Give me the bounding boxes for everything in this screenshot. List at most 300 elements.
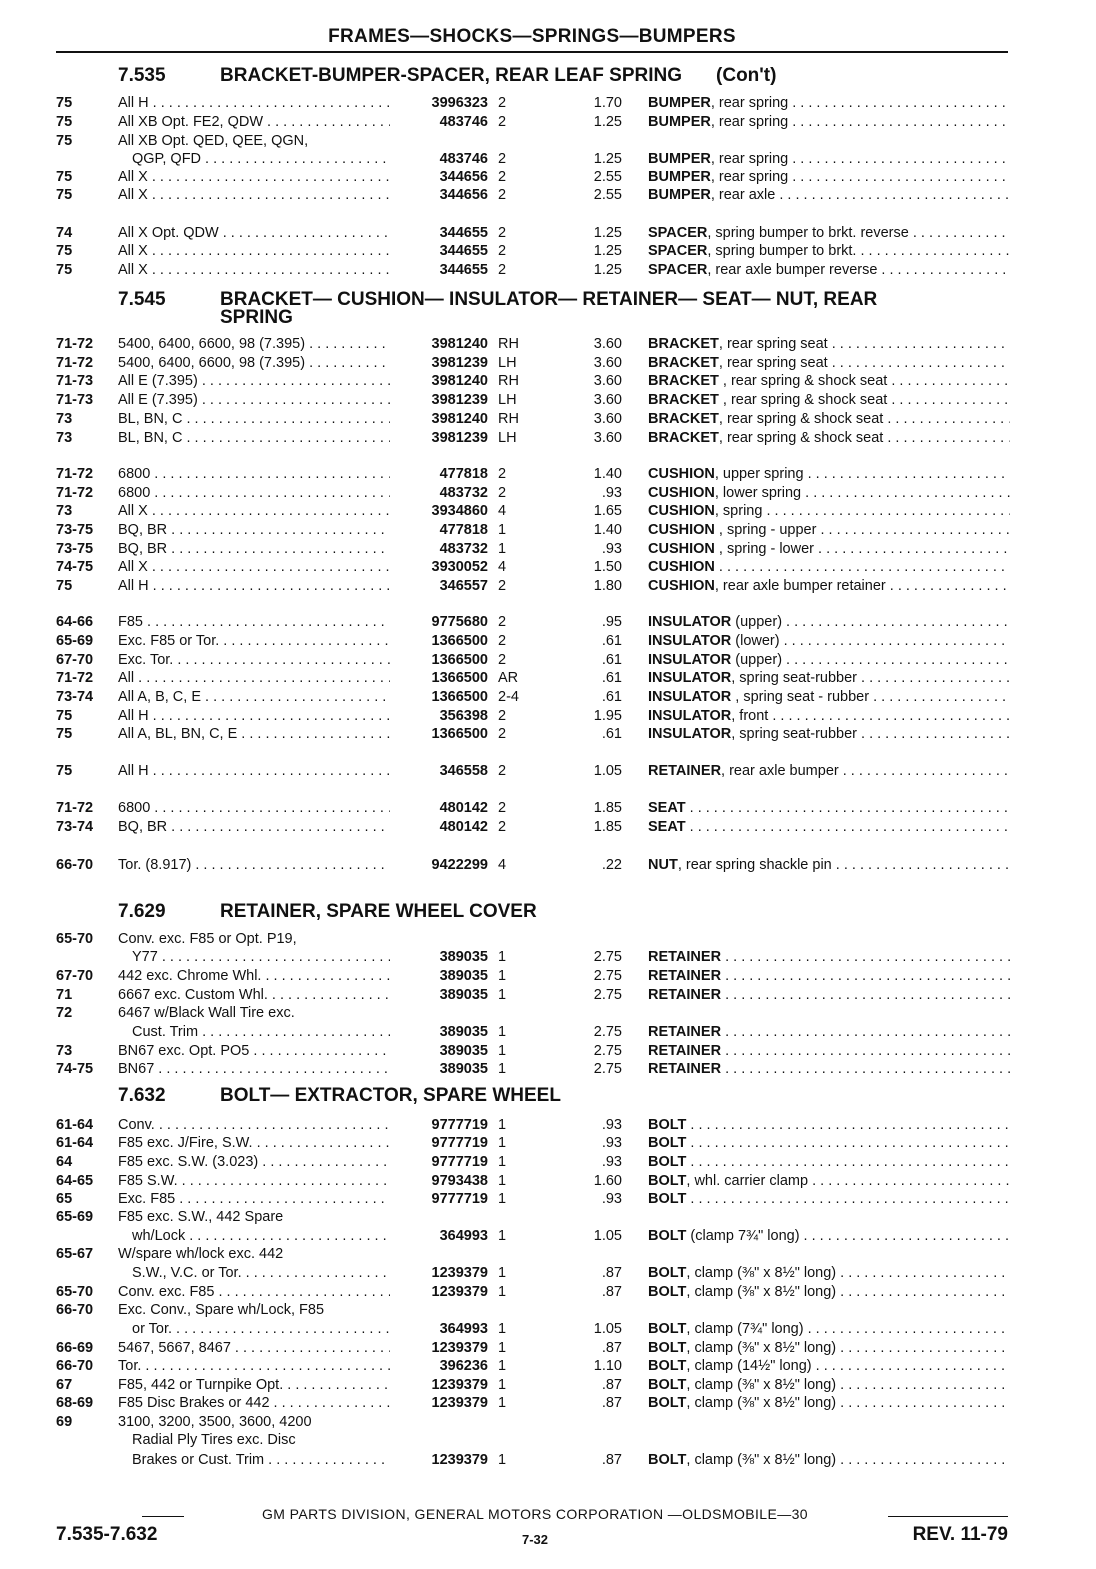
part-name: BRACKET	[648, 430, 719, 446]
application: BL, BN, C . . .	[118, 429, 390, 448]
price: 1.65	[593, 503, 622, 519]
header-rule	[56, 51, 1008, 53]
part-name: BOLT	[648, 1395, 687, 1411]
table-row	[0, 1283, 1096, 1302]
application: 6667 exc. Custom Whl. . . .	[118, 986, 390, 1005]
application: All A, BL, BN, C, E . . .	[118, 725, 390, 744]
part-description-detail: , clamp (⅜" x 8½" long)	[686, 1377, 837, 1393]
application: All X . . .	[118, 502, 390, 521]
quantity: 1	[498, 1358, 507, 1374]
part-number: 389035	[439, 987, 488, 1003]
application: F85 exc. S.W. (3.023) . . .	[118, 1153, 390, 1172]
part-description	[648, 558, 1010, 577]
price: 1.05	[593, 763, 622, 779]
quantity: 2	[498, 114, 507, 130]
model-year: 73	[56, 1043, 73, 1059]
quantity: 1	[498, 987, 507, 1003]
application: Exc. Tor. . . .	[118, 651, 390, 670]
part-number: 9777719	[431, 1135, 488, 1151]
part-number: 3981239	[431, 430, 488, 446]
quantity: RH	[498, 411, 519, 427]
part-description	[648, 967, 1010, 986]
price: .93	[601, 541, 622, 557]
part-description	[648, 762, 1010, 781]
quantity: 1	[498, 1061, 507, 1077]
part-description-detail: , rear axle bumper retainer	[714, 578, 886, 594]
quantity: 1	[498, 1395, 507, 1411]
price: 1.25	[593, 243, 622, 259]
table-row	[0, 1264, 1096, 1283]
application: S.W., V.C. or Tor. . . .	[132, 1264, 390, 1283]
part-number: 344655	[439, 225, 488, 241]
part-description	[648, 725, 1010, 744]
part-number: 1239379	[431, 1452, 488, 1468]
model-year: 69	[56, 1414, 73, 1430]
part-description	[648, 1283, 1010, 1302]
application: Exc. F85 . . .	[118, 1190, 390, 1209]
quantity: 1	[498, 1191, 507, 1207]
quantity: 2	[498, 819, 507, 835]
part-description	[648, 335, 1010, 354]
part-description	[648, 186, 1010, 205]
table-row	[0, 1413, 1096, 1432]
part-description-detail: , spring bumper to brkt.	[707, 243, 857, 259]
part-number: 9777719	[431, 1191, 488, 1207]
part-number: 389035	[439, 1043, 488, 1059]
quantity: RH	[498, 373, 519, 389]
application: F85, 442 or Turnpike Opt. . . .	[118, 1376, 390, 1395]
model-year: 64-66	[56, 614, 94, 630]
price: 1.40	[593, 522, 622, 538]
part-name: SEAT	[648, 800, 686, 816]
part-name: RETAINER	[648, 949, 722, 965]
part-description	[648, 521, 1010, 540]
price: 1.05	[593, 1228, 622, 1244]
quantity: 1	[498, 968, 507, 984]
section-number: 7.632	[118, 1085, 166, 1106]
price: 3.60	[593, 430, 622, 446]
application: Conv. exc. F85 or Opt. P19,	[118, 931, 297, 947]
part-description	[648, 1227, 1010, 1246]
model-year: 73-74	[56, 689, 94, 705]
footer-publisher: GM PARTS DIVISION, GENERAL MOTORS CORPORATION —OLDSMOBILE—30	[262, 1506, 808, 1522]
table-row	[0, 132, 1096, 151]
part-name: RETAINER	[648, 1024, 722, 1040]
footer-page-number: 7-32	[521, 1532, 549, 1547]
quantity: 2	[498, 763, 507, 779]
application: Tor. (8.917) . . .	[118, 856, 390, 875]
table-row	[0, 651, 1096, 670]
price: .22	[601, 857, 622, 873]
part-name: BOLT	[648, 1135, 687, 1151]
part-description	[648, 372, 1010, 391]
part-description	[648, 1320, 1010, 1339]
table-row	[0, 558, 1096, 577]
price: 3.60	[593, 392, 622, 408]
part-number: 346558	[439, 763, 488, 779]
quantity: 2-4	[498, 689, 519, 705]
part-name: SPACER	[648, 262, 708, 278]
table-row	[0, 540, 1096, 559]
quantity: 2	[498, 187, 507, 203]
table-row	[0, 1004, 1096, 1023]
price: 1.25	[593, 262, 622, 278]
part-number: 3996323	[431, 95, 488, 111]
price: 3.60	[593, 411, 622, 427]
price: .87	[601, 1395, 622, 1411]
model-year: 74-75	[56, 559, 94, 575]
price: .87	[601, 1265, 622, 1281]
part-name: SPACER	[648, 243, 708, 259]
application: BQ, BR . . .	[118, 540, 390, 559]
section-heading	[118, 1086, 1008, 1106]
table-row	[0, 372, 1096, 391]
application: 6467 w/Black Wall Tire exc.	[118, 1005, 295, 1021]
part-name: BUMPER	[648, 169, 711, 185]
part-name: BOLT	[648, 1358, 687, 1374]
model-year: 73	[56, 503, 73, 519]
part-number: 389035	[439, 1061, 488, 1077]
quantity: 2	[498, 652, 507, 668]
price: 2.75	[593, 949, 622, 965]
quantity: 2	[498, 169, 507, 185]
application: Y77 . . .	[132, 948, 390, 967]
part-name: CUSHION	[648, 466, 715, 482]
part-description	[648, 1042, 1010, 1061]
model-year: 67-70	[56, 652, 94, 668]
part-description-detail: , clamp (⅜" x 8½" long)	[686, 1284, 837, 1300]
table-row	[0, 818, 1096, 837]
part-description-detail: , rear spring	[710, 114, 789, 130]
part-description-detail: (upper)	[731, 614, 783, 630]
quantity: 1	[498, 522, 507, 538]
part-name: CUSHION	[648, 578, 715, 594]
application: All X . . .	[118, 186, 390, 205]
table-row	[0, 1394, 1096, 1413]
model-year: 67-70	[56, 968, 94, 984]
application: All E (7.395) . . .	[118, 372, 390, 391]
model-year: 74	[56, 225, 73, 241]
part-name: BOLT	[648, 1265, 687, 1281]
part-name: BOLT	[648, 1340, 687, 1356]
section-number: 7.535	[118, 65, 166, 86]
part-number: 3981239	[431, 355, 488, 371]
table-row	[0, 1042, 1096, 1061]
price: .61	[601, 652, 622, 668]
part-number: 483732	[439, 485, 488, 501]
part-description	[648, 1190, 1010, 1209]
price: 2.75	[593, 1043, 622, 1059]
model-year: 65-69	[56, 1209, 94, 1225]
part-description-detail: , rear spring seat	[718, 336, 828, 352]
part-number: 1239379	[431, 1265, 488, 1281]
part-description	[648, 856, 1010, 875]
price: 1.95	[593, 708, 622, 724]
part-description	[648, 707, 1010, 726]
part-number: 346557	[439, 578, 488, 594]
part-number: 364993	[439, 1321, 488, 1337]
quantity: 2	[498, 726, 507, 742]
part-name: INSULATOR	[648, 670, 732, 686]
quantity: 2	[498, 151, 507, 167]
model-year: 75	[56, 243, 73, 259]
part-name: BRACKET	[648, 392, 719, 408]
part-name: BRACKET	[648, 355, 719, 371]
application: All A, B, C, E . . .	[118, 688, 390, 707]
part-description	[648, 429, 1010, 448]
part-number: 3981239	[431, 392, 488, 408]
footer-section-range: 7.535-7.632	[56, 1524, 158, 1545]
price: 3.60	[593, 373, 622, 389]
part-number: 3981240	[431, 411, 488, 427]
part-number: 389035	[439, 949, 488, 965]
part-number: 1239379	[431, 1340, 488, 1356]
part-name: CUSHION	[648, 522, 715, 538]
quantity: 2	[498, 262, 507, 278]
table-row	[0, 1431, 1096, 1450]
part-number: 389035	[439, 1024, 488, 1040]
application: All . . .	[118, 669, 390, 688]
price: 1.25	[593, 151, 622, 167]
part-description-detail: , clamp (⅜" x 8½" long)	[686, 1340, 837, 1356]
application: 6800 . . .	[118, 484, 390, 503]
table-row	[0, 1134, 1096, 1153]
application: F85 Disc Brakes or 442 . . .	[118, 1394, 390, 1413]
part-name: CUSHION	[648, 503, 715, 519]
part-description	[648, 94, 1010, 113]
part-name: SEAT	[648, 819, 686, 835]
quantity: 2	[498, 466, 507, 482]
part-name: BUMPER	[648, 95, 711, 111]
part-description-detail: (upper)	[731, 652, 783, 668]
table-row	[0, 856, 1096, 875]
part-description-detail: , rear spring & shock seat	[718, 430, 884, 446]
part-description	[648, 242, 1010, 261]
model-year: 65-70	[56, 931, 94, 947]
part-number: 344655	[439, 243, 488, 259]
part-description-detail: , spring - lower	[714, 541, 814, 557]
part-description	[648, 354, 1010, 373]
quantity: 4	[498, 503, 507, 519]
part-description	[648, 113, 1010, 132]
footer-revision: REV. 11-79	[912, 1524, 1008, 1545]
part-number: 483732	[439, 541, 488, 557]
part-description	[648, 577, 1010, 596]
table-row	[0, 261, 1096, 280]
quantity: AR	[498, 670, 519, 686]
part-description-detail: , spring seat - rubber	[731, 689, 870, 705]
part-description-detail: (lower)	[731, 633, 780, 649]
part-name: RETAINER	[648, 763, 722, 779]
model-year: 64	[56, 1154, 73, 1170]
part-number: 344656	[439, 187, 488, 203]
table-row	[0, 799, 1096, 818]
price: 1.85	[593, 800, 622, 816]
price: 1.85	[593, 819, 622, 835]
table-row	[0, 1116, 1096, 1135]
part-number: 9777719	[431, 1117, 488, 1133]
application: BL, BN, C . . .	[118, 410, 390, 429]
model-year: 71-72	[56, 800, 94, 816]
application: BQ, BR . . .	[118, 521, 390, 540]
table-row	[0, 948, 1096, 967]
table-row	[0, 484, 1096, 503]
model-year: 61-64	[56, 1135, 94, 1151]
part-description	[648, 150, 1010, 169]
part-number: 9775680	[431, 614, 488, 630]
table-row	[0, 577, 1096, 596]
part-name: INSULATOR	[648, 614, 732, 630]
application: All XB Opt. QED, QEE, QGN,	[118, 133, 309, 149]
price: 1.40	[593, 466, 622, 482]
model-year: 71-72	[56, 485, 94, 501]
price: 1.05	[593, 1321, 622, 1337]
quantity: 2	[498, 708, 507, 724]
part-name: BRACKET	[648, 336, 719, 352]
part-description-detail: (clamp 7¾" long)	[686, 1228, 800, 1244]
part-description	[648, 818, 1010, 837]
application: 5400, 6400, 6600, 98 (7.395) . . .	[118, 354, 390, 373]
price: .93	[601, 1117, 622, 1133]
model-year: 65-67	[56, 1246, 94, 1262]
table-row	[0, 1320, 1096, 1339]
part-number: 1366500	[431, 633, 488, 649]
part-number: 3934860	[431, 503, 488, 519]
part-number: 1366500	[431, 670, 488, 686]
part-name: NUT	[648, 857, 678, 873]
model-year: 75	[56, 187, 73, 203]
part-description-detail: , spring seat-rubber	[731, 670, 857, 686]
quantity: 1	[498, 541, 507, 557]
section-title: BRACKET— CUSHION— INSULATOR— RETAINER— SEAT— NUT, REAR	[220, 289, 878, 310]
table-row	[0, 1339, 1096, 1358]
part-description	[648, 465, 1010, 484]
price: .93	[601, 1191, 622, 1207]
part-description-detail: , spring - upper	[714, 522, 817, 538]
model-year: 71-72	[56, 466, 94, 482]
price: 2.55	[593, 187, 622, 203]
part-name: INSULATOR	[648, 689, 732, 705]
part-description	[648, 1357, 1010, 1376]
part-name: BOLT	[648, 1284, 687, 1300]
part-name: CUSHION	[648, 485, 715, 501]
section-number: 7.629	[118, 901, 166, 922]
table-row	[0, 1208, 1096, 1227]
part-description	[648, 651, 1010, 670]
application: F85 . . .	[118, 613, 390, 632]
model-year: 75	[56, 114, 73, 130]
section-heading	[118, 289, 1008, 328]
part-number: 344655	[439, 262, 488, 278]
model-year: 64-65	[56, 1173, 94, 1189]
part-description-detail: , rear spring	[710, 95, 789, 111]
part-number: 1239379	[431, 1284, 488, 1300]
model-year: 75	[56, 133, 73, 149]
table-row	[0, 669, 1096, 688]
table-row	[0, 986, 1096, 1005]
part-description-detail: , rear axle bumper	[721, 763, 839, 779]
table-row	[0, 613, 1096, 632]
model-year: 66-70	[56, 1302, 94, 1318]
quantity: LH	[498, 392, 517, 408]
part-description	[648, 799, 1010, 818]
model-year: 75	[56, 578, 73, 594]
model-year: 73-75	[56, 522, 94, 538]
model-year: 73	[56, 411, 73, 427]
price: .95	[601, 614, 622, 630]
part-number: 389035	[439, 968, 488, 984]
part-description	[648, 986, 1010, 1005]
application: wh/Lock . . .	[132, 1227, 390, 1246]
table-row	[0, 707, 1096, 726]
model-year: 75	[56, 763, 73, 779]
table-row	[0, 429, 1096, 448]
part-name: BUMPER	[648, 114, 711, 130]
table-row	[0, 242, 1096, 261]
part-name: RETAINER	[648, 968, 722, 984]
part-description-detail: , spring seat-rubber	[731, 726, 857, 742]
application: All H . . .	[118, 707, 390, 726]
quantity: 1	[498, 1228, 507, 1244]
part-name: BOLT	[648, 1321, 687, 1337]
part-number: 477818	[439, 466, 488, 482]
part-description-detail: , spring	[714, 503, 763, 519]
part-description	[648, 688, 1010, 707]
model-year: 61-64	[56, 1117, 94, 1133]
application: F85 S.W. . . .	[118, 1172, 390, 1191]
part-description	[648, 168, 1010, 187]
part-number: 483746	[439, 151, 488, 167]
application: Exc. Conv., Spare wh/Lock, F85	[118, 1302, 325, 1318]
part-description	[648, 669, 1010, 688]
quantity: 4	[498, 857, 507, 873]
quantity: 1	[498, 1024, 507, 1040]
price: .87	[601, 1340, 622, 1356]
price: 1.10	[593, 1358, 622, 1374]
table-row	[0, 94, 1096, 113]
application: W/spare wh/lock exc. 442	[118, 1246, 284, 1262]
part-number: 477818	[439, 522, 488, 538]
part-number: 364993	[439, 1228, 488, 1244]
part-name: BRACKET	[648, 373, 719, 389]
part-name: CUSHION	[648, 541, 715, 557]
part-description-detail: , rear spring & shock seat	[718, 373, 888, 389]
footer-rule-left	[142, 1516, 184, 1517]
model-year: 71-72	[56, 355, 94, 371]
table-row	[0, 186, 1096, 205]
model-year: 71-72	[56, 670, 94, 686]
quantity: 2	[498, 633, 507, 649]
section-title-continued: SPRING	[220, 307, 293, 328]
quantity: 1	[498, 1265, 507, 1281]
part-description-detail: , clamp (⅜" x 8½" long)	[686, 1395, 837, 1411]
part-name: RETAINER	[648, 1061, 722, 1077]
part-name: RETAINER	[648, 987, 722, 1003]
quantity: 1	[498, 949, 507, 965]
part-description	[648, 261, 1010, 280]
application: 3100, 3200, 3500, 3600, 4200	[118, 1414, 312, 1430]
application: All X . . .	[118, 242, 390, 261]
table-row	[0, 113, 1096, 132]
table-row	[0, 224, 1096, 243]
part-number: 9777719	[431, 1154, 488, 1170]
price: .93	[601, 1135, 622, 1151]
part-description	[648, 632, 1010, 651]
section-heading	[118, 902, 1008, 922]
part-number: 356398	[439, 708, 488, 724]
part-description	[648, 224, 1010, 243]
application: All H . . .	[118, 577, 390, 596]
